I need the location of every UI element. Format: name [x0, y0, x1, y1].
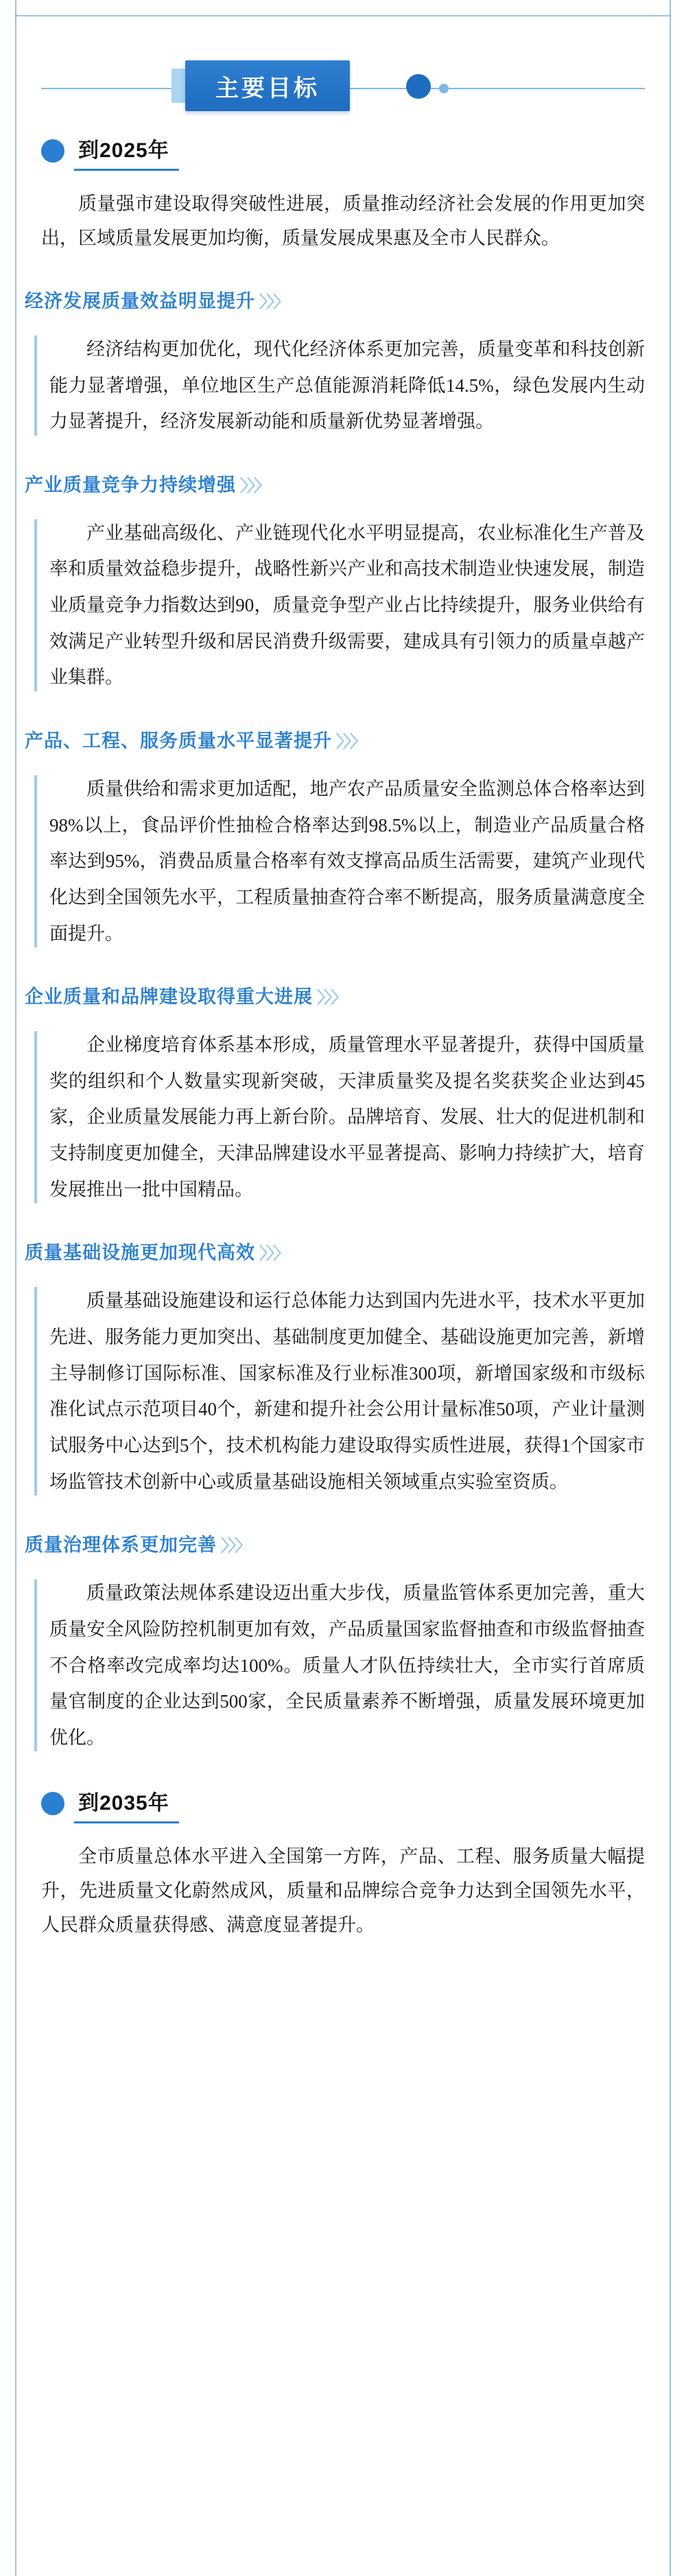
chevron-right-icon: 〉〉〉	[259, 292, 288, 311]
header-dot-small-icon	[439, 84, 449, 93]
subsection-body-text: 质量供给和需求更加适配，地产农产品质量安全监测总体合格率达到98%以上，食品评价性抽检合格率达到98.5%以上，制造业产品质量合格率达到95%，消费品质量合格率有效支撑高品质生活需要，建筑产业现代化达到全国领先水平，工程质量抽查符合率不断提高，服务质量满意度全面提升。	[49, 779, 645, 944]
frame-border-left	[15, 0, 16, 2576]
subsection-heading-text: 质量治理体系更加完善	[25, 1535, 217, 1556]
subsection-body-text: 产业基础高级化、产业链现代化水平明显提高，农业标准化生产普及率和质量效益稳步提升，战略性新兴产业和高技术制造业快速发展，制造业质量竞争力指数达到90，质量竞争型产业占比持续提升，服务业供给有效满足产业转型升级和居民消费升级需要，建成具有引领力的质量卓越产业集群。	[49, 522, 645, 688]
chevron-right-icon: 〉〉〉	[259, 1244, 288, 1264]
subsection-body-text: 企业梯度培育体系基本形成，质量管理水平显著提升，获得中国质量奖的组织和个人数量实现新突破，天津质量奖及提名奖获奖企业达到45家，企业质量发展能力再上新台阶。品牌培育、发展、壮大的促进机制和支持制度更加健全，天津品牌建设水平显著提高、影响力持续扩大，培育发展推出一批中国精品。	[49, 1035, 645, 1200]
subsection-body-enterprise-brand	[34, 1027, 645, 1207]
year-heading-row	[41, 1783, 686, 1823]
subsection-heading-text: 产业质量竞争力持续增强	[25, 474, 236, 495]
chevron-right-icon: 〉〉〉	[240, 476, 269, 495]
subsection-heading-text: 质量基础设施更加现代高效	[25, 1242, 255, 1264]
subsection-body-text: 经济结构更加优化，现代化经济体系更加完善，质量变革和科技创新能力显著增强，单位地区生产总值能源消耗降低14.5%，绿色发展内生动力显著提升，经济发展新动能和质量新优势显著增强。	[49, 338, 645, 432]
page-header	[0, 0, 686, 103]
subsection-heading-text: 产品、工程、服务质量水平显著提升	[25, 731, 332, 751]
section-intro-paragraph: 全市质量总体水平进入全国第一方阵，产品、工程、服务质量大幅提升，先进质量文化蔚然成风，质量和品牌综合竞争力达到全国领先水平，人民群众质量获得感、满意度显著提升。	[41, 1846, 645, 1936]
subsection-body-text: 质量政策法规体系建设迈出重大步伐，质量监管体系更加完善，重大质量安全风险防控机制更加有效，产品质量国家监督抽查和市级监督抽查不合格率改完成率均达100%。质量人才队伍持续壮大，全市实行首席质量官制度的企业达到500家，全民质量素养不断增强，质量发展环境更加优化。	[49, 1583, 645, 1748]
subsection-body-industry-competitiveness	[34, 515, 645, 696]
quote-bar	[34, 1287, 37, 1496]
year-heading-row	[41, 130, 686, 171]
section-year-2035	[0, 1783, 686, 1823]
subsection-heading-economic-quality	[25, 286, 686, 313]
chevron-right-icon: 〉〉〉	[336, 733, 365, 751]
subsection-heading-quality-infrastructure	[25, 1238, 686, 1264]
year-label: 到2035年	[74, 1783, 179, 1823]
subsection-body-text: 质量基础设施建设和运行总体能力达到国内先进水平，技术水平更加先进、服务能力更加突出、基础制度更加健全、基础设施更加完善，新增主导制修订国际标准、国家标准及行业标准300项，新增国家级和市级标准化试点示范项目40个，新建和提升社会公用计量标准50项，产业计量测试服务中心达到5个，技术机构能力建设取得实质性进展，获得1个国家市场监管技术创新中心或质量基础设施相关领域重点实验室资质。	[49, 1290, 645, 1492]
subsection-heading-product-engineering-service	[25, 726, 686, 753]
section-year-2025	[0, 130, 686, 171]
chevron-right-icon: 〉〉〉	[221, 1537, 250, 1556]
section-intro-paragraph: 质量强市建设取得突破性进展，质量推动经济社会发展的作用更加突出，区域质量发展更加均衡，质量发展成果惠及全市人民群众。	[41, 193, 645, 248]
quote-bar	[34, 335, 37, 436]
bottom-spacer	[0, 1943, 686, 1963]
page-title: 主要目标	[185, 60, 350, 111]
quote-bar	[34, 1031, 37, 1203]
subsection-heading-text: 企业质量和品牌建设取得重大进展	[25, 986, 313, 1008]
bullet-circle-icon	[41, 1792, 64, 1815]
subsection-body-economic-quality	[34, 331, 645, 440]
chevron-right-icon: 〉〉〉	[317, 989, 346, 1008]
bullet-circle-icon	[41, 139, 64, 163]
header-dot-large-icon	[406, 74, 431, 99]
frame-border-right	[670, 0, 671, 2576]
subsection-heading-text: 经济发展质量效益明显提升	[25, 290, 255, 311]
subsection-body-product-engineering-service	[34, 771, 645, 952]
subsection-heading-industry-competitiveness	[25, 470, 686, 497]
year-label: 到2025年	[74, 130, 179, 171]
subsection-heading-governance-system	[25, 1530, 686, 1557]
quote-bar	[34, 775, 37, 947]
subsection-body-quality-infrastructure	[34, 1283, 645, 1500]
subsection-body-governance-system	[34, 1575, 645, 1756]
subsection-heading-enterprise-brand	[25, 982, 686, 1008]
quote-bar	[34, 519, 37, 692]
quote-bar	[34, 1579, 37, 1751]
